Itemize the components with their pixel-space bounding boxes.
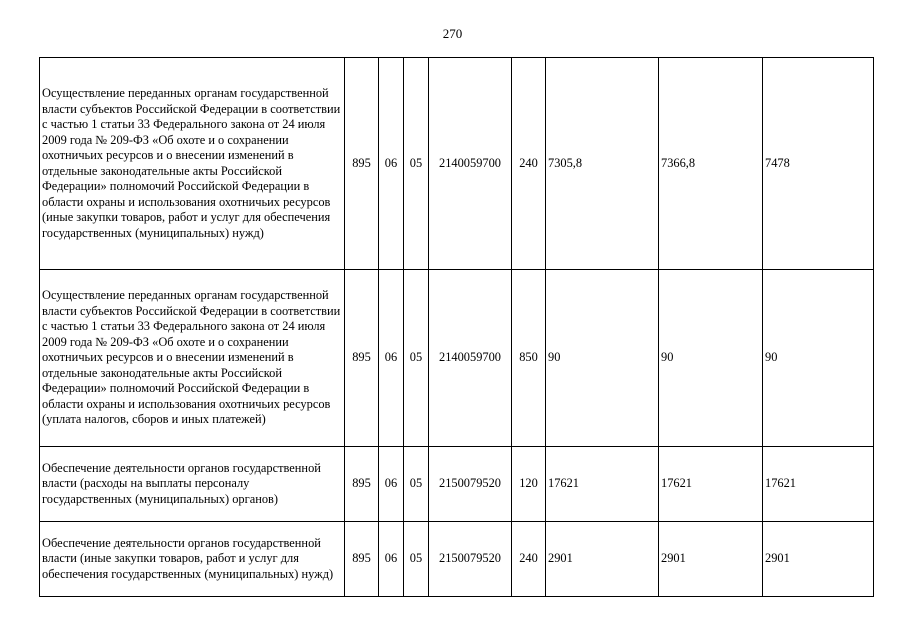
amount-year-2: 17621 (659, 447, 763, 522)
table-row (40, 270, 874, 447)
amount-year-2: 2901 (659, 522, 763, 597)
amount-year-1: 17621 (546, 447, 659, 522)
ministry-code: 895 (345, 270, 379, 447)
amount-year-2: 7366,8 (659, 58, 763, 270)
section-code: 06 (379, 58, 404, 270)
expense-type-code: 850 (512, 270, 546, 447)
budget-table (39, 57, 874, 597)
table-row (40, 58, 874, 270)
row-description: Обеспечение деятельности органов государственной власти (иные закупки товаров, работ и услуг для обеспечения государственных (муниципальных) нужд) (40, 522, 345, 597)
subsection-code: 05 (404, 270, 429, 447)
subsection-code: 05 (404, 58, 429, 270)
section-code: 06 (379, 447, 404, 522)
target-article-code: 2150079520 (429, 447, 512, 522)
section-code: 06 (379, 522, 404, 597)
subsection-code: 05 (404, 522, 429, 597)
amount-year-3: 2901 (763, 522, 874, 597)
amount-year-3: 90 (763, 270, 874, 447)
table-row (40, 447, 874, 522)
expense-type-code: 240 (512, 58, 546, 270)
amount-year-1: 7305,8 (546, 58, 659, 270)
amount-year-1: 2901 (546, 522, 659, 597)
subsection-code: 05 (404, 447, 429, 522)
target-article-code: 2150079520 (429, 522, 512, 597)
row-description: Обеспечение деятельности органов государственной власти (расходы на выплаты персоналу государственных (муниципальных) органов) (40, 447, 345, 522)
amount-year-2: 90 (659, 270, 763, 447)
amount-year-3: 7478 (763, 58, 874, 270)
ministry-code: 895 (345, 58, 379, 270)
table-row (40, 522, 874, 597)
target-article-code: 2140059700 (429, 270, 512, 447)
row-description: Осуществление переданных органам государственной власти субъектов Российской Федерации в соответствии с частью 1 статьи 33 Федерального закона от 24 июля 2009 года № 209-ФЗ «Об охоте и о сохранении охотничьих ресурсов и о внесении изменений в отдельные законодательные акты Российской Федерации» полномочий Российской Федерации в области охраны и использования охотничьих ресурсов (уплата налогов, сборов и иных платежей) (40, 270, 345, 447)
ministry-code: 895 (345, 522, 379, 597)
page-number: 270 (442, 26, 463, 41)
expense-type-code: 240 (512, 522, 546, 597)
target-article-code: 2140059700 (429, 58, 512, 270)
expense-type-code: 120 (512, 447, 546, 522)
row-description: Осуществление переданных органам государственной власти субъектов Российской Федерации в соответствии с частью 1 статьи 33 Федерального закона от 24 июля 2009 года № 209-ФЗ «Об охоте и о сохранении охотничьих ресурсов и о внесении изменений в отдельные законодательные акты Российской Федерации» полномочий Российской Федерации в области охраны и использования охотничьих ресурсов (иные закупки товаров, работ и услуг для обеспечения государственных (муниципальных) нужд) (40, 58, 345, 270)
section-code: 06 (379, 270, 404, 447)
ministry-code: 895 (345, 447, 379, 522)
amount-year-3: 17621 (763, 447, 874, 522)
amount-year-1: 90 (546, 270, 659, 447)
